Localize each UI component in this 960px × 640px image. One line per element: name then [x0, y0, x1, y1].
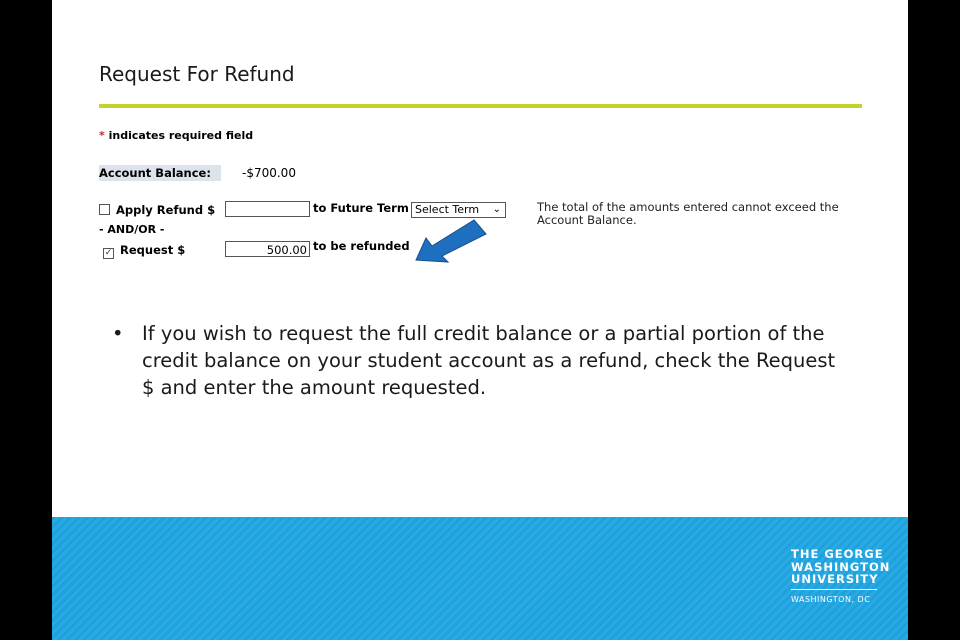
- request-amount-input[interactable]: 500.00: [225, 241, 310, 257]
- logo-line2: WASHINGTON: [791, 559, 891, 574]
- apply-refund-label: Apply Refund $: [116, 203, 216, 217]
- to-be-refunded-label: to be refunded: [313, 239, 410, 253]
- apply-refund-row: [99, 203, 215, 217]
- bullet-dot: •: [112, 322, 124, 345]
- required-field-note: [99, 129, 253, 142]
- amount-limit-note: The total of the amounts entered cannot exceed the Account Balance.: [537, 200, 839, 227]
- logo-line1: THE GEORGE: [791, 547, 884, 561]
- footer-band: [52, 517, 908, 640]
- title-divider: [99, 104, 862, 108]
- arrow-icon: [412, 212, 492, 264]
- logo-line3: UNIVERSITY: [791, 572, 879, 586]
- logo-city: WASHINGTON, DC: [791, 594, 871, 604]
- required-note-text: indicates required field: [104, 129, 254, 142]
- account-balance-value: -$700.00: [242, 166, 296, 180]
- request-checkbox[interactable]: ✓: [104, 248, 113, 258]
- and-or-label: - AND/OR -: [99, 223, 165, 236]
- account-balance-label: Account Balance:: [99, 165, 221, 181]
- gwu-logo: [791, 548, 890, 606]
- future-term-label: to Future Term: [313, 201, 409, 215]
- required-star: *: [99, 129, 105, 142]
- request-label: Request $: [120, 243, 186, 257]
- page-title: Request For Refund: [99, 62, 295, 86]
- bullet-text: If you wish to request the full credit balance or a partial portion of the credit balance on your student account as a refund, check the Request $ and enter the amount requested.: [142, 322, 836, 399]
- chevron-down-icon: ⌄: [492, 204, 501, 215]
- slide: [52, 0, 908, 640]
- request-row: [103, 243, 185, 259]
- select-term-value: Select Term: [415, 203, 480, 216]
- apply-refund-checkbox[interactable]: [99, 204, 110, 215]
- apply-refund-amount-input[interactable]: [225, 201, 310, 217]
- logo-divider: [791, 589, 877, 590]
